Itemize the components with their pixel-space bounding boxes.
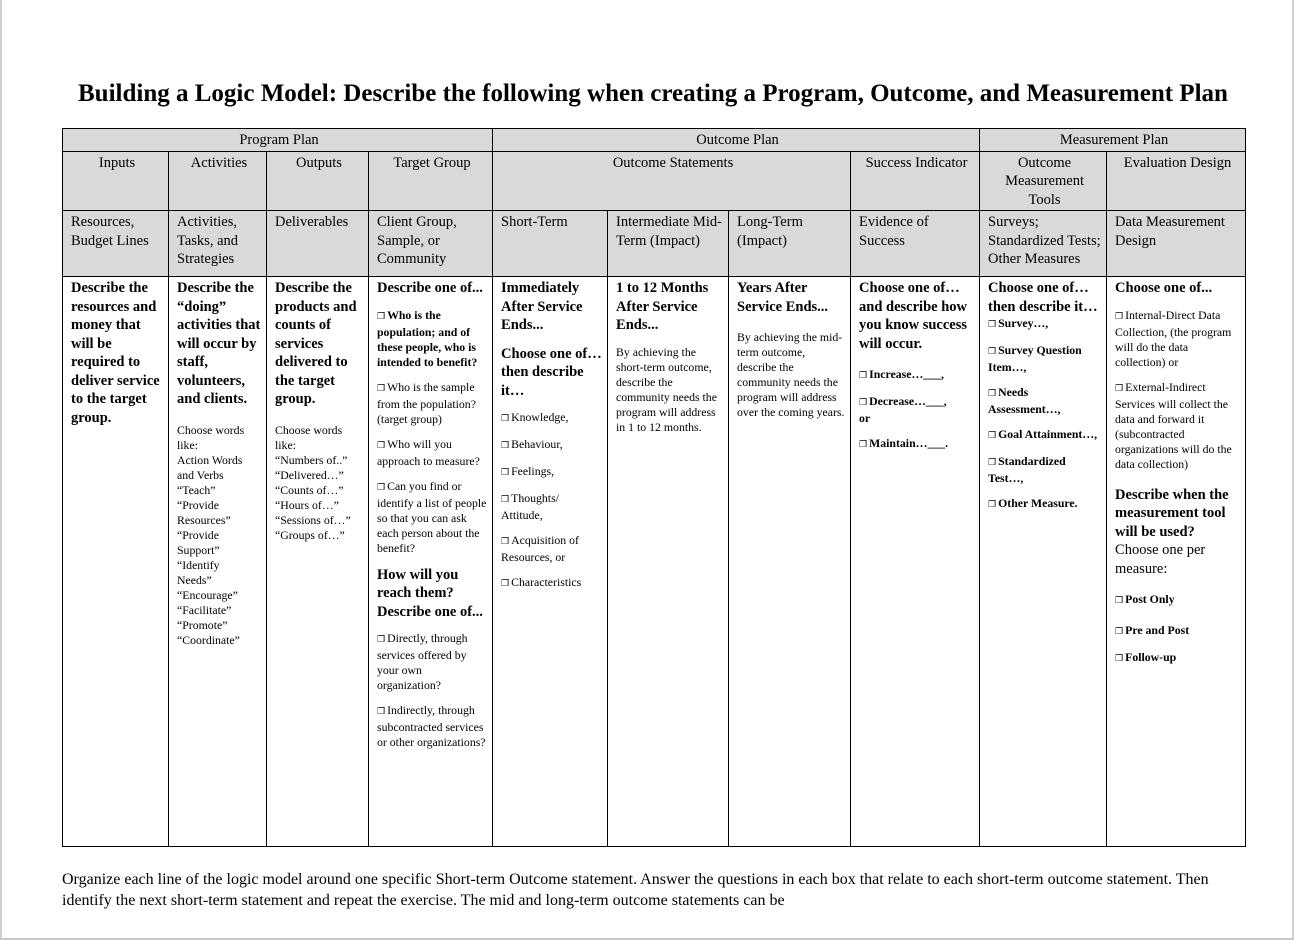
list-item: ❒ Survey Question Item…, [988, 343, 1082, 374]
list-item: “Groups of…” [275, 527, 345, 542]
design-option-internal: ❒ Internal-Direct Data Collection, (the program will do the data collection) or [1115, 307, 1232, 369]
list-item: ❒ Goal Attainment…, [988, 427, 1098, 441]
footer-paragraph: Organize each line of the logic model around one specific Short-term Outcome statement. Answer the questions in each box that relate to each short-term outcome statement. Then identify the next short-term statement and repeat the exercise. The mid and long-term outcome statements can be [62, 871, 1209, 909]
outputs-header: Outputs [267, 151, 369, 211]
target-reach-indirect: ❒ Indirectly, through subcontracted services or other organizations? [377, 703, 486, 749]
checkbox-icon: ❒ [988, 458, 997, 468]
outputs-subheader: Deliverables [267, 211, 369, 277]
list-item: ❒ Follow-up [1115, 650, 1177, 664]
target-question-list: ❒ Can you find or identify a list of people so that you can ask each person about the benefit? [377, 478, 487, 555]
outputs-cell [267, 277, 369, 847]
list-item: ❒ Needs Assessment…, [988, 385, 1061, 416]
long-term-lead: Years After Service Ends... [737, 280, 829, 315]
list-item: ❒ Acquisition of Resources, or [501, 533, 579, 564]
short-term-lead: Immediately After Service Ends... [501, 280, 583, 333]
success-lead: Choose one of…and describe how you know success will occur. [859, 280, 967, 352]
activities-description: Describe the “doing” activities that will occur by staff, volunteers, and clients. [177, 280, 261, 407]
outputs-choose-words: Choose words like: [275, 422, 343, 452]
activities-subheader: Activities, Tasks, and Strategies [169, 211, 267, 277]
checkbox-icon: ❒ [859, 398, 868, 408]
design-option-external: ❒ External-Indirect Services will collect the data and forward it (subcontracted organizations will do the data collection) [1115, 379, 1232, 471]
design-lead: Choose one of... [1115, 280, 1213, 296]
long-term-cell [729, 277, 851, 847]
outputs-description: Describe the products and counts of services delivered to the target group. [275, 280, 357, 407]
list-item: “Identify [177, 557, 220, 572]
checkbox-icon: ❒ [988, 320, 997, 330]
design-per-measure: Choose one per measure: [1115, 542, 1206, 577]
activities-cell [169, 277, 267, 847]
list-item: and Verbs [177, 467, 224, 482]
tools-lead: Choose one of…then describe it… [988, 280, 1098, 315]
checkbox-icon: ❒ [988, 431, 997, 441]
list-item: ❒ Other Measure. [988, 496, 1078, 510]
target-reach-direct: ❒ Directly, through services offered by your own organization? [377, 631, 468, 692]
checkbox-icon: ❒ [501, 468, 510, 478]
subheader-row [63, 211, 1246, 277]
target-question-approach: ❒ Who will you approach to measure? [377, 436, 480, 468]
checkbox-icon: ❒ [988, 389, 997, 399]
list-item: Needs” [177, 572, 212, 587]
evaluation-design-header: Evaluation Design [1107, 151, 1246, 211]
checkbox-icon: ❒ [1115, 654, 1124, 664]
list-item: Resources” [177, 512, 231, 527]
list-item: ❒ Characteristics [501, 575, 582, 589]
intermediate-subheader: Intermediate Mid-Term (Impact) [608, 211, 729, 277]
outputs-word-list [275, 453, 363, 543]
list-item: ❒ Standardized Test…, [988, 454, 1066, 485]
design-subheader: Data Measurement Design [1107, 211, 1246, 277]
list-item: ❒ Post Only [1115, 592, 1175, 606]
list-item: “Delivered…” [275, 467, 344, 482]
tools-subheader: Surveys; Standardized Tests; Other Measures [980, 211, 1107, 277]
list-item: “Provide [177, 527, 219, 542]
inputs-cell [63, 277, 169, 847]
short-term-choose: Choose one of…then describe it… [501, 345, 602, 399]
list-item: ❒ Thoughts/ Attitude, [501, 491, 559, 522]
checkbox-icon: ❒ [501, 441, 510, 451]
list-item: ❒ Behaviour, [501, 437, 563, 451]
success-cell [851, 277, 980, 847]
checkbox-icon: ❒ [988, 347, 997, 357]
checkbox-icon: ❒ [1115, 596, 1124, 606]
long-term-text: By achieving the mid-term outcome, describe the community needs the program will address over the coming years. [737, 330, 845, 419]
list-item: ❒ Pre and Post [1115, 623, 1190, 637]
list-item: ❒ Increase…___, [859, 367, 944, 381]
list-item: “Sessions of…” [275, 512, 351, 527]
checkbox-icon: ❒ [501, 579, 510, 589]
checkbox-icon: ❒ [377, 383, 386, 394]
activities-choose-words: Choose words like: [177, 422, 245, 452]
checkbox-icon: ❒ [377, 311, 386, 322]
design-cell [1107, 277, 1246, 847]
checkbox-icon: ❒ [377, 482, 386, 493]
list-item: Action Words [177, 452, 243, 467]
activities-header: Activities [169, 151, 267, 211]
list-item: “Counts of…” [275, 482, 344, 497]
list-item: “Coordinate” [177, 632, 240, 647]
checkbox-icon: ❒ [859, 440, 868, 450]
intermediate-text: By achieving the short-term outcome, describe the community needs the program will address in 1 to 12 months. [616, 344, 717, 434]
checkbox-icon: ❒ [501, 495, 510, 505]
list-item: ❒ Maintain…___. [859, 436, 949, 450]
design-when: Describe when the measurement tool will be used? [1115, 486, 1229, 540]
target-group-cell [369, 277, 493, 847]
list-item: “Provide [177, 497, 219, 512]
target-reach-heading: How will you reach them? Describe one of... [377, 566, 483, 620]
description-row [63, 277, 1246, 847]
success-indicator-header: Success Indicator [851, 151, 980, 211]
measurement-plan-header: Measurement Plan [980, 129, 1246, 152]
logic-model-table [62, 128, 1246, 847]
short-term-cell [493, 277, 608, 847]
short-term-subheader: Short-Term [493, 211, 608, 277]
list-item: ❒ Survey…, [988, 316, 1049, 330]
checkbox-icon: ❒ [988, 500, 997, 510]
list-item: Support” [177, 542, 220, 557]
inputs-description: Describe the resources and money that will be required to deliver service to the target group. [71, 280, 160, 426]
outcome-measurement-tools-header: Outcome Measurement Tools [980, 151, 1107, 211]
outcome-statements-header: Outcome Statements [493, 151, 851, 211]
long-term-subheader: Long-Term (Impact) [729, 211, 851, 277]
list-item: ❒ Decrease…___, [859, 394, 947, 408]
checkbox-icon: ❒ [377, 635, 386, 645]
activities-word-list [177, 453, 261, 648]
checkbox-icon: ❒ [859, 371, 868, 381]
document-title: Building a Logic Model: Describe the following when creating a Program, Outcome, and Measurement Plan [78, 80, 1228, 107]
checkbox-icon: ❒ [1115, 627, 1124, 637]
checkbox-icon: ❒ [1115, 383, 1124, 394]
checkbox-icon: ❒ [377, 440, 386, 451]
intermediate-lead: 1 to 12 Months After Service Ends... [616, 280, 709, 333]
program-plan-header: Program Plan [63, 129, 493, 152]
target-question-sample: ❒ Who is the sample from the population? (target group) [377, 379, 476, 426]
tools-cell [980, 277, 1107, 847]
outcome-plan-header: Outcome Plan [493, 129, 980, 152]
plan-group-row [63, 129, 1246, 152]
list-item: “Numbers of..” [275, 452, 348, 467]
list-item: “Facilitate” [177, 602, 232, 617]
target-group-header: Target Group [369, 151, 493, 211]
target-group-subheader: Client Group, Sample, or Community [369, 211, 493, 277]
intermediate-cell [608, 277, 729, 847]
checkbox-icon: ❒ [1115, 311, 1124, 322]
list-item: ❒ Feelings, [501, 464, 555, 478]
inputs-subheader: Resources, Budget Lines [63, 211, 169, 277]
success-subheader: Evidence of Success [851, 211, 980, 277]
target-group-description: Describe one of... [377, 280, 483, 296]
inputs-header: Inputs [63, 151, 169, 211]
list-item: “Encourage” [177, 587, 238, 602]
list-item: “Teach” [177, 482, 216, 497]
column-header-row [63, 151, 1246, 211]
list-item: “Promote” [177, 617, 228, 632]
success-or: or [859, 411, 871, 425]
target-question-population: ❒ Who is the population; and of these people, who is intended to benefit? [377, 307, 478, 369]
checkbox-icon: ❒ [501, 537, 510, 547]
list-item: ❒ Knowledge, [501, 410, 569, 424]
checkbox-icon: ❒ [501, 414, 510, 424]
page-edge-left [0, 0, 2, 940]
checkbox-icon: ❒ [377, 707, 386, 717]
list-item: “Hours of…” [275, 497, 339, 512]
